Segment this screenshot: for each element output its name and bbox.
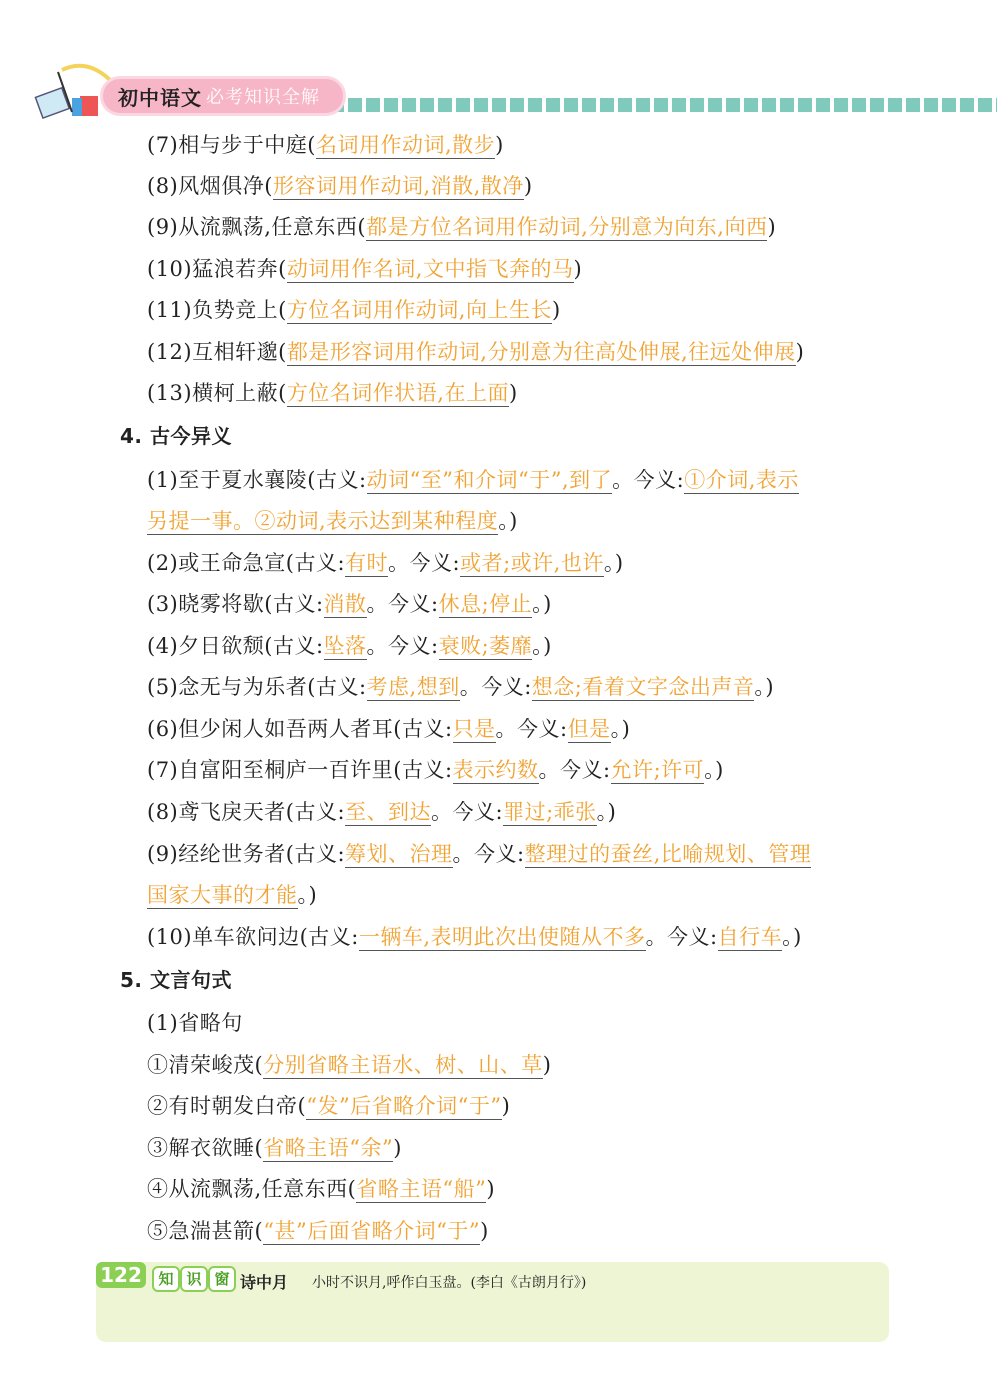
list-item: (4)夕日欲颓(古义:坠落。今义:衰败;萎靡。): [147, 634, 552, 658]
badge-char: 窗: [208, 1266, 236, 1292]
page-header: [0, 62, 997, 132]
list-item: (7)相与步于中庭(名词用作动词,散步): [147, 133, 504, 157]
book-title: 初中语文: [118, 86, 202, 110]
list-item: ③解衣欲睡(省略主语“余”): [147, 1136, 402, 1160]
header-stripe: [330, 98, 997, 112]
list-item-continuation: 另提一事。②动词,表示达到某种程度。): [147, 509, 518, 533]
list-item: (6)但少闲人如吾两人者耳(古义:只是。今义:但是。): [147, 717, 631, 741]
list-item: (12)互相轩邈(都是形容词用作动词,分别意为往高处伸展,往远处伸展): [147, 340, 805, 364]
list-item: (11)负势竞上(方位名词用作动词,向上生长): [147, 298, 561, 322]
subsection-heading: (1)省略句: [147, 1011, 243, 1035]
badge-char: 知: [152, 1266, 180, 1292]
book-subtitle: 必考知识全解: [206, 87, 320, 108]
list-item-continuation: 国家大事的才能。): [147, 883, 318, 907]
list-item: (8)风烟俱净(形容词用作动词,消散,散净): [147, 174, 533, 198]
footer-label: 诗中月: [240, 1273, 289, 1292]
list-item: (9)从流飘荡,任意东西(都是方位名词用作动词,分别意为向东,向西): [147, 215, 777, 239]
list-item: (10)猛浪若奔(动词用作名词,文中指飞奔的马): [147, 257, 583, 281]
list-item: (13)横柯上蔽(方位名词作状语,在上面): [147, 381, 518, 405]
section-heading: 5. 文言句式: [120, 968, 232, 992]
list-item: ⑤急湍甚箭(“甚”后面省略介词“于”): [147, 1219, 489, 1243]
section-heading: 4. 古今异义: [120, 424, 232, 448]
list-item: (2)或王命急宣(古义:有时。今义:或者;或许,也许。): [147, 551, 624, 575]
list-item: (10)单车欲问边(古义:一辆车,表明此次出使随从不多。今义:自行车。): [147, 925, 802, 949]
page-number: 122: [96, 1262, 146, 1288]
list-item: (8)鸢飞戾天者(古义:至、到达。今义:罪过;乖张。): [147, 800, 617, 824]
badge-char: 识: [180, 1266, 208, 1292]
list-item: ④从流飘荡,任意东西(省略主语“船”): [147, 1177, 496, 1201]
list-item: (3)晓雾将歇(古义:消散。今义:休息;停止。): [147, 592, 552, 616]
list-item: (7)自富阳至桐庐一百许里(古义:表示约数。今义:允许;许可。): [147, 758, 724, 782]
footer-quote: 小时不识月,呼作白玉盘。(李白《古朗月行》): [312, 1275, 587, 1291]
list-item: (1)至于夏水襄陵(古义:动词“至”和介词“于”,到了。今义:①介词,表示: [147, 468, 799, 492]
list-item: (9)经纶世务者(古义:筹划、治理。今义:整理过的蚕丝,比喻规划、管理: [147, 842, 812, 866]
list-item: ①清荣峻茂(分别省略主语水、树、山、草): [147, 1053, 552, 1077]
list-item: (5)念无与为乐者(古义:考虑,想到。今义:想念;看着文字念出声音。): [147, 675, 775, 699]
list-item: ②有时朝发白帝(“发”后省略介词“于”): [147, 1094, 511, 1118]
